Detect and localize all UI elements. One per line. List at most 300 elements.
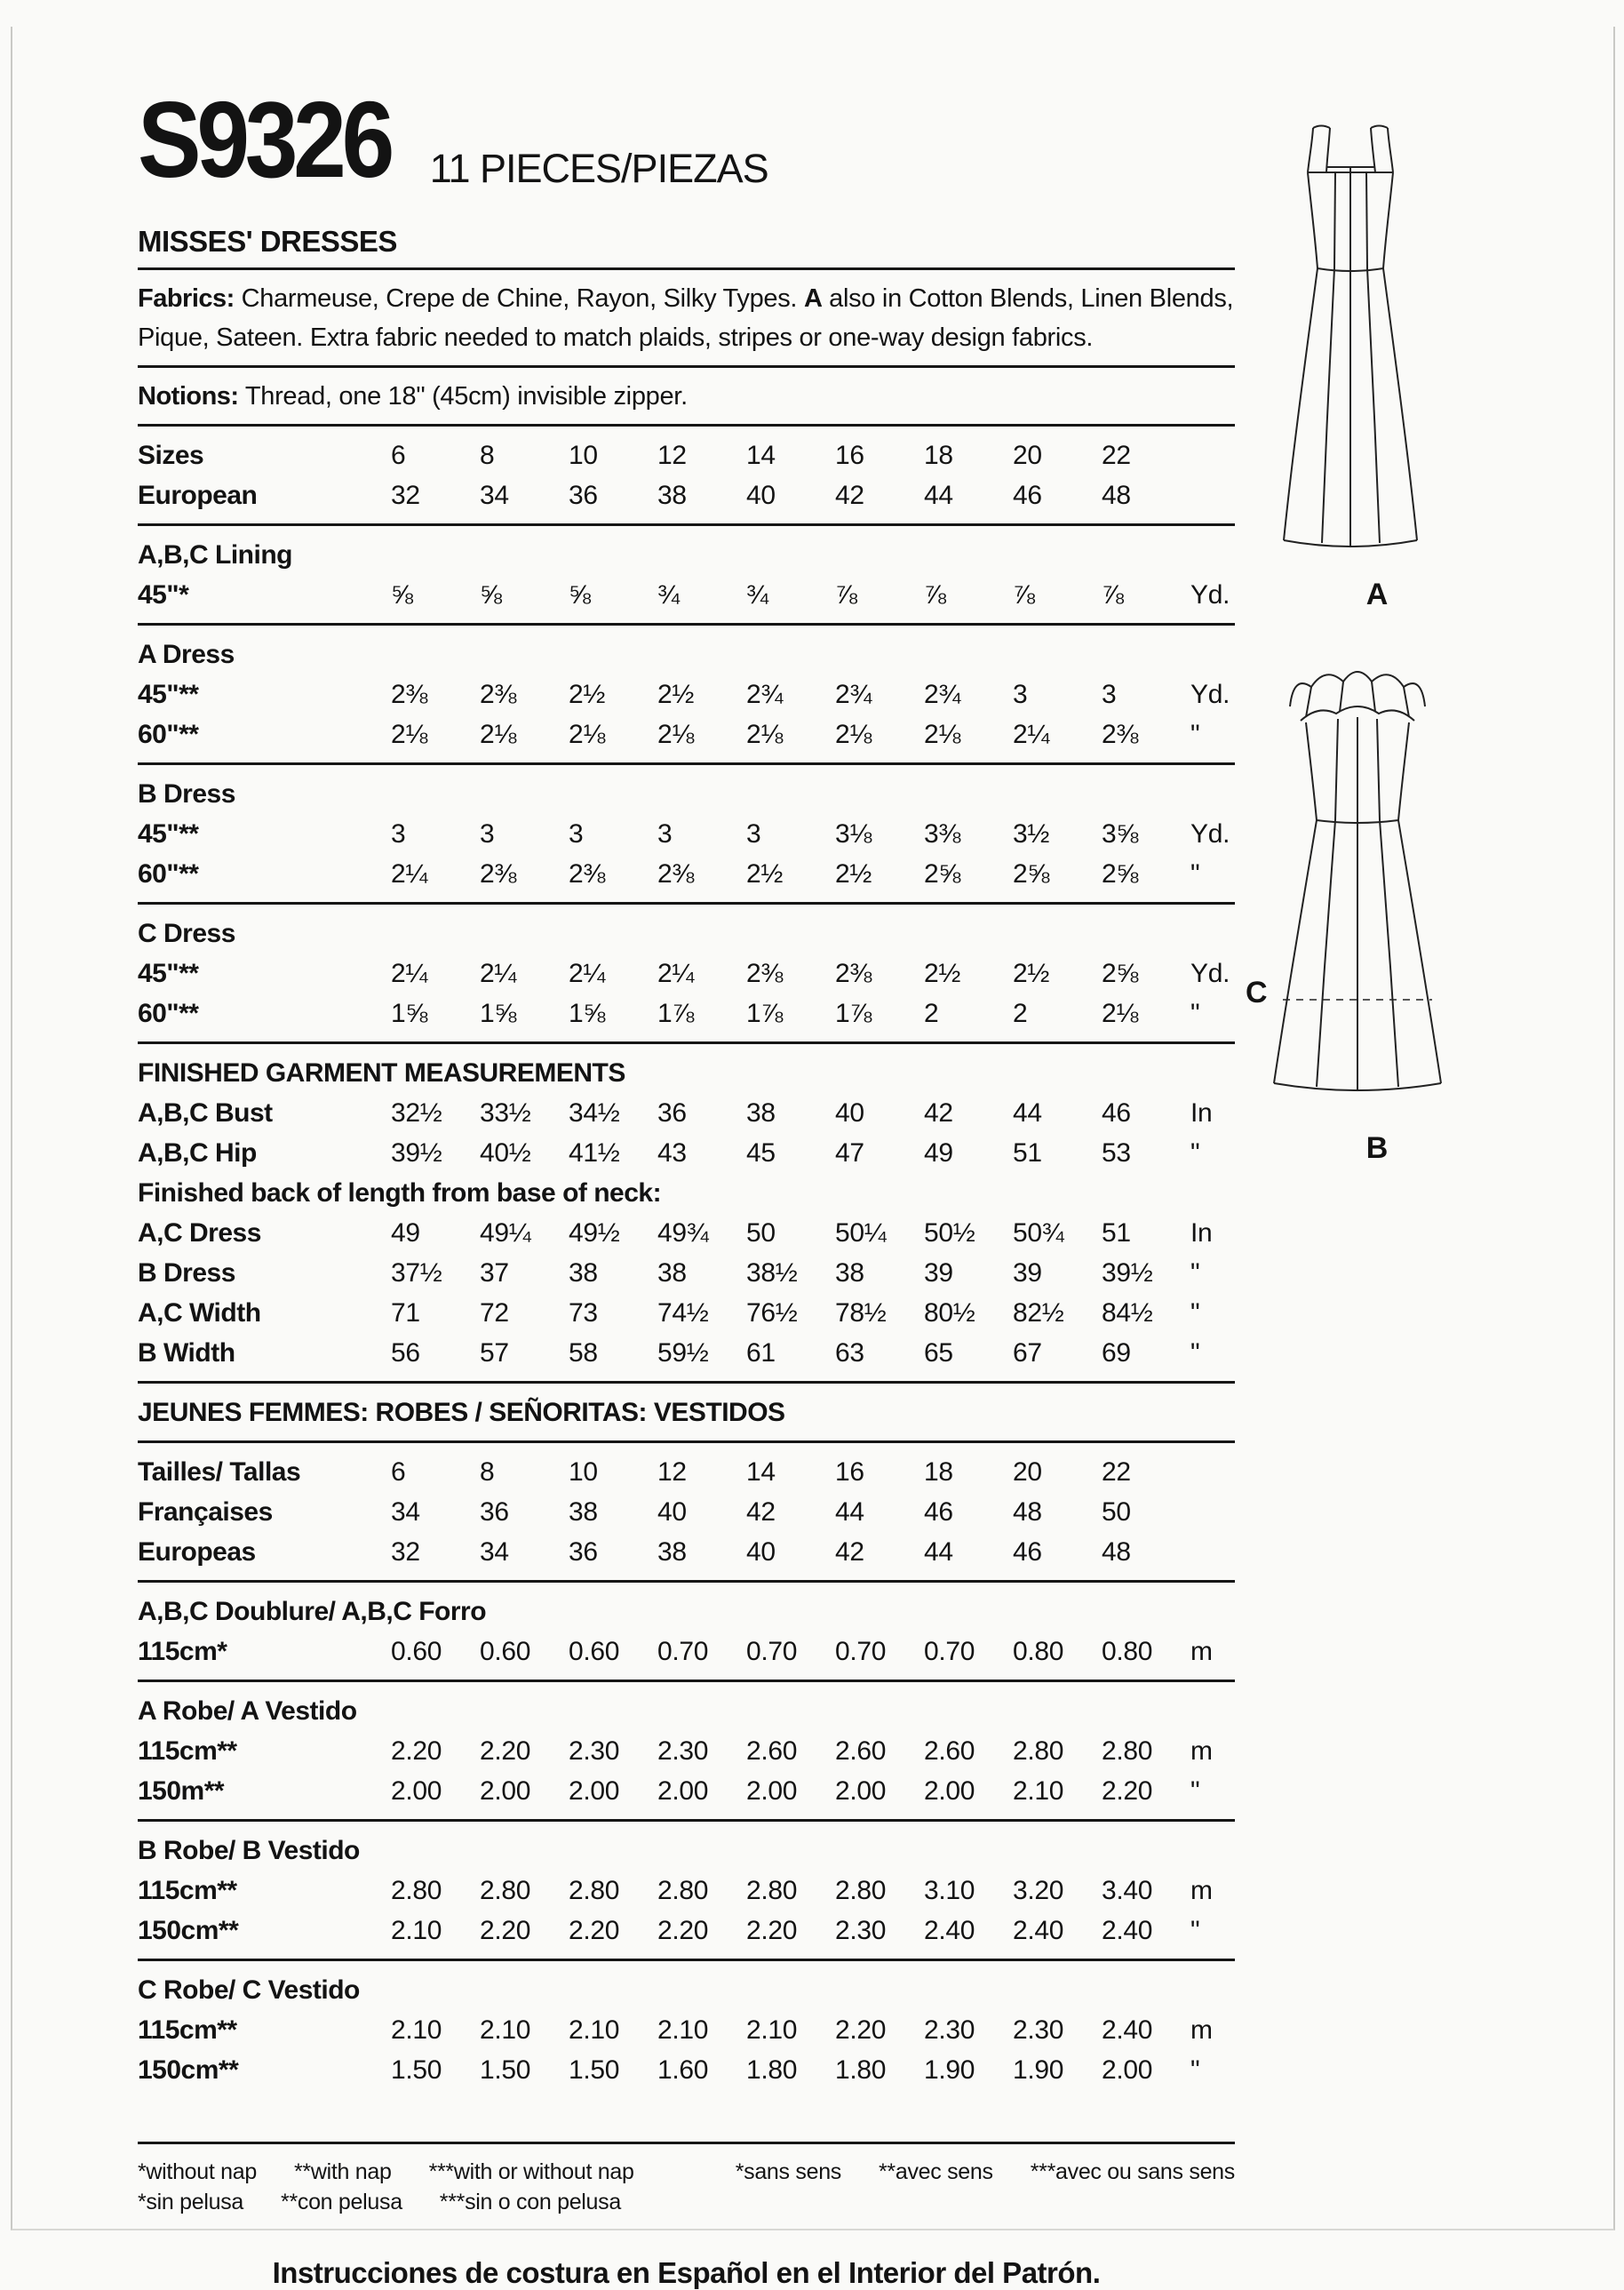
table-cell: 2¾: [924, 680, 961, 709]
table-cell: 2.40: [1013, 1916, 1064, 1945]
table-cell: 2⅝: [1013, 859, 1050, 889]
table-cell: 48: [1102, 481, 1131, 510]
table-cell: 2⅛: [924, 720, 961, 749]
table-cell: 1⅝: [391, 999, 428, 1028]
row-label: Europeas: [138, 1537, 256, 1567]
table-cell: 16: [835, 441, 864, 470]
row-label: A,B,C Hip: [138, 1138, 257, 1168]
table-cell: 3.20: [1013, 1876, 1064, 1905]
table-cell: 2.80: [569, 1876, 620, 1905]
table-cell: 2.30: [1013, 2015, 1064, 2045]
divider: [138, 1819, 1235, 1822]
table-row: [138, 475, 1235, 515]
table-row: [138, 714, 1235, 754]
table-cell: 2½: [569, 680, 606, 709]
table-row: [138, 575, 1235, 615]
table-cell: 39½: [391, 1138, 442, 1168]
table-cell: 2⅜: [746, 959, 784, 988]
table-cell: 2¼: [569, 959, 606, 988]
unit-cell: [1190, 435, 1235, 475]
table-row: [138, 1632, 1235, 1672]
table-cell: 6: [391, 441, 406, 470]
table-cell: 38: [835, 1258, 864, 1288]
table-cell: 2.20: [835, 2015, 887, 2045]
table-cell: 56: [391, 1338, 420, 1368]
table-cell: ⅝: [569, 580, 591, 610]
table-cell: 2.40: [924, 1916, 975, 1945]
table-cell: 40½: [480, 1138, 531, 1168]
table-cell: 2⅝: [1102, 959, 1139, 988]
unit-cell: m: [1190, 2015, 1213, 2045]
table-cell: 32: [391, 481, 420, 510]
table-cell: 2⅛: [1102, 999, 1139, 1028]
pattern-number: S9326: [138, 79, 391, 200]
table-cell: 2.60: [924, 1736, 975, 1766]
fabrics-text: Fabrics: Charmeuse, Crepe de Chine, Rayon, Silky Types. A also in Cotton Blends, Linen Blends, Pique, Sateen. Extra fabric needed to match plaids, stripes or one-way design fabrics.: [138, 284, 1234, 352]
unit-cell: Yd.: [1190, 680, 1230, 709]
table-cell: 44: [835, 1497, 864, 1527]
table-cell: 63: [835, 1338, 864, 1368]
intro: [138, 279, 1235, 427]
unit-cell: m: [1190, 1736, 1213, 1766]
unit-cell: ": [1190, 1338, 1200, 1368]
table-row: [138, 1133, 1235, 1173]
table-cell: 2⅛: [480, 720, 517, 749]
table-cell: 3⅝: [1102, 819, 1139, 849]
table-cell: 8: [480, 441, 495, 470]
spanish-instructions-note: Instrucciones de costura en Español en el Interior del Patrón.: [272, 2256, 1101, 2289]
table-cell: 0.60: [569, 1637, 620, 1666]
table-cell: 1⅞: [835, 999, 872, 1028]
row-label: B Dress: [138, 1258, 235, 1288]
table-cell: 2⅛: [569, 720, 606, 749]
table-cell: 20: [1013, 441, 1042, 470]
table-cell: 2⅜: [657, 859, 695, 889]
table-cell: 3: [657, 819, 673, 849]
row-label: B Width: [138, 1338, 235, 1368]
table-cell: 1⅞: [657, 999, 695, 1028]
table-row: [138, 1253, 1235, 1293]
row-label: 150cm**: [138, 2055, 239, 2085]
table-cell: 2.40: [1102, 2015, 1153, 2045]
table-cell: 2½: [924, 959, 961, 988]
row-label: 115cm**: [138, 2015, 237, 2045]
table-cell: 2.30: [569, 1736, 620, 1766]
table-cell: 8: [480, 1457, 495, 1487]
table-cell: 3: [746, 819, 761, 849]
table-row: [138, 854, 1235, 894]
table-cell: 2.00: [480, 1776, 531, 1806]
table-cell: 2⅛: [835, 720, 872, 749]
table-cell: 34: [480, 1537, 509, 1567]
table-cell: 0.70: [835, 1637, 887, 1666]
table-cell: 39: [924, 1258, 953, 1288]
table-cell: 42: [924, 1098, 953, 1128]
table-cell: 0.60: [391, 1637, 442, 1666]
table-cell: 2.00: [569, 1776, 620, 1806]
row-label: European: [138, 481, 258, 510]
footnote-spanish: *sin pelusa **con pelusa ***sin o con pelusa: [138, 2190, 621, 2214]
table-cell: 2¾: [746, 680, 784, 709]
table-cell: 2.20: [657, 1916, 709, 1945]
row-label: 60"**: [138, 859, 199, 889]
view-b: [1244, 651, 1510, 1166]
table-cell: 2.20: [480, 1916, 531, 1945]
unit-cell: ": [1190, 999, 1200, 1028]
table-cell: 2⅛: [657, 720, 695, 749]
table-cell: 2⅜: [480, 680, 517, 709]
dress-b-illustration: [1244, 651, 1471, 1122]
table-cell: 1⅞: [746, 999, 784, 1028]
table-row: [138, 2010, 1235, 2050]
section-heading: A,B,C Lining: [138, 540, 292, 570]
table-cell: 32: [391, 1537, 420, 1567]
table-cell: 38: [657, 481, 687, 510]
table-cell: 2⅜: [569, 859, 606, 889]
table-cell: 10: [569, 441, 598, 470]
table-cell: 2⅝: [924, 859, 961, 889]
table-cell: 2⅜: [1102, 720, 1139, 749]
table-cell: 1.50: [480, 2055, 531, 2085]
table-cell: 2½: [835, 859, 872, 889]
table-cell: 2⅛: [391, 720, 428, 749]
unit-cell: In: [1190, 1218, 1213, 1248]
unit-cell: ": [1190, 1916, 1200, 1945]
section-heading: A Dress: [138, 640, 235, 669]
table-cell: 76½: [746, 1298, 798, 1328]
table-cell: 0.80: [1102, 1637, 1153, 1666]
row-label: Tailles/ Tallas: [138, 1457, 301, 1487]
table-cell: 2½: [1013, 959, 1050, 988]
table-cell: ⅞: [1013, 580, 1035, 610]
table-cell: 34: [480, 481, 509, 510]
table-cell: 48: [1102, 1537, 1131, 1567]
table-cell: 38: [746, 1098, 776, 1128]
table-cell: 2.20: [569, 1916, 620, 1945]
unit-cell: m: [1190, 1637, 1213, 1666]
table-cell: 1.80: [746, 2055, 798, 2085]
table-cell: 3⅛: [835, 819, 872, 849]
footnotes: [138, 2157, 1235, 2217]
table-cell: 48: [1013, 1497, 1042, 1527]
table-cell: 2½: [657, 680, 695, 709]
table-cell: 53: [1102, 1138, 1131, 1168]
table-cell: 46: [924, 1497, 953, 1527]
table-cell: 2.10: [569, 2015, 620, 2045]
table-cell: ⅝: [391, 580, 413, 610]
table-cell: 61: [746, 1338, 776, 1368]
row-label: 45"**: [138, 819, 199, 849]
unit-cell: [1190, 1452, 1235, 1492]
table-cell: 2¼: [391, 859, 428, 889]
view-b-label: B: [1365, 1131, 1389, 1165]
table-cell: 2.80: [1102, 1736, 1153, 1766]
table-cell: 40: [746, 481, 776, 510]
divider: [138, 762, 1235, 765]
table-row: [138, 1213, 1235, 1253]
table-cell: 20: [1013, 1457, 1042, 1487]
table-cell: 50: [1102, 1497, 1131, 1527]
divider: [138, 1381, 1235, 1384]
table-cell: 38: [657, 1258, 687, 1288]
divider: [138, 1580, 1235, 1583]
row-label: 60"**: [138, 720, 199, 749]
table-cell: 84½: [1102, 1298, 1153, 1328]
row-label: A,C Width: [138, 1298, 261, 1328]
table-cell: 3⅜: [924, 819, 961, 849]
table-cell: 67: [1013, 1338, 1042, 1368]
footnote-english: *without nap **with nap ***with or without nap: [138, 2159, 634, 2184]
table-cell: 3.10: [924, 1876, 975, 1905]
table-cell: 50¼: [835, 1218, 887, 1248]
table-cell: 49: [924, 1138, 953, 1168]
row-label: 45"**: [138, 680, 199, 709]
section-heading: A,B,C Doublure/ A,B,C Forro: [138, 1597, 487, 1626]
table-cell: 0.60: [480, 1637, 531, 1666]
table-cell: 49: [391, 1218, 420, 1248]
row-label: 150cm**: [138, 1916, 239, 1945]
divider: [138, 1041, 1235, 1044]
table-cell: 12: [657, 441, 687, 470]
table-cell: 50¾: [1013, 1218, 1064, 1248]
table-cell: 50½: [924, 1218, 975, 1248]
section-heading: B Dress: [138, 779, 235, 809]
table-cell: 2: [1013, 999, 1028, 1028]
table-cell: 47: [835, 1138, 864, 1168]
table-cell: 2.80: [657, 1876, 709, 1905]
dress-a-illustration: [1244, 116, 1457, 569]
table-cell: 2.80: [391, 1876, 442, 1905]
divider: [138, 365, 1235, 368]
table-cell: 46: [1102, 1098, 1131, 1128]
table-cell: 59½: [657, 1338, 709, 1368]
header: [138, 79, 1235, 200]
table-cell: 37½: [391, 1258, 442, 1288]
table-cell: 42: [746, 1497, 776, 1527]
section-heading: C Robe/ C Vestido: [138, 1975, 360, 2005]
table-row: [138, 1293, 1235, 1333]
table-cell: 2.80: [746, 1876, 798, 1905]
table-cell: 12: [657, 1457, 687, 1487]
unit-cell: Yd.: [1190, 819, 1230, 849]
table-cell: 2.30: [924, 2015, 975, 2045]
table-cell: 33½: [480, 1098, 531, 1128]
table-cell: 2⅛: [746, 720, 784, 749]
table-cell: 51: [1013, 1138, 1042, 1168]
section-heading: Finished back of length from base of neck:: [138, 1178, 662, 1208]
table-row: [138, 993, 1235, 1033]
table-cell: ⅞: [835, 580, 857, 610]
table-cell: 58: [569, 1338, 598, 1368]
table-cell: 2.20: [746, 1916, 798, 1945]
divider: [138, 523, 1235, 526]
table-row: [138, 814, 1235, 854]
table-cell: 0.80: [1013, 1637, 1064, 1666]
row-label: 115cm**: [138, 1736, 237, 1766]
table-row: [138, 1333, 1235, 1373]
table-cell: 36: [569, 1537, 598, 1567]
unit-cell: ": [1190, 720, 1200, 749]
table-row: [138, 674, 1235, 714]
table-cell: 46: [1013, 1537, 1042, 1567]
table-cell: 1.90: [1013, 2055, 1064, 2085]
unit-cell: ": [1190, 1138, 1200, 1168]
view-c-label: C: [1246, 976, 1268, 1009]
table-cell: 1.90: [924, 2055, 975, 2085]
table-cell: 65: [924, 1338, 953, 1368]
pattern-sheet: [138, 79, 1235, 2290]
divider: [138, 2142, 1235, 2144]
section-heading: B Robe/ B Vestido: [138, 1836, 360, 1865]
table-cell: 2.80: [835, 1876, 887, 1905]
table-cell: 40: [657, 1497, 687, 1527]
unit-cell: Yd.: [1190, 580, 1230, 610]
row-label: A,C Dress: [138, 1218, 261, 1248]
row-label: A,B,C Bust: [138, 1098, 273, 1128]
table-cell: 49½: [569, 1218, 620, 1248]
table-cell: 1⅝: [569, 999, 606, 1028]
table-cell: 36: [480, 1497, 509, 1527]
table-cell: 1.50: [391, 2055, 442, 2085]
table-cell: 49¼: [480, 1218, 531, 1248]
table-cell: ¾: [657, 580, 680, 610]
section-heading: FINISHED GARMENT MEASUREMENTS: [138, 1058, 625, 1088]
unit-cell: ": [1190, 1776, 1200, 1806]
table-cell: 2.00: [391, 1776, 442, 1806]
table-cell: 6: [391, 1457, 406, 1487]
table-cell: 1⅝: [480, 999, 517, 1028]
divider: [138, 623, 1235, 626]
table-cell: 22: [1102, 441, 1131, 470]
table-cell: ⅞: [924, 580, 946, 610]
table-cell: 2.20: [391, 1736, 442, 1766]
unit-cell: ": [1190, 1258, 1200, 1288]
table-cell: 3: [480, 819, 495, 849]
table-cell: 16: [835, 1457, 864, 1487]
table-row: [138, 1492, 1235, 1532]
footnote-french: *sans sens **avec sens ***avec ou sans sens: [735, 2159, 1235, 2184]
table-cell: 43: [657, 1138, 687, 1168]
table-cell: 3: [391, 819, 406, 849]
table-cell: 14: [746, 1457, 776, 1487]
table-cell: 44: [924, 1537, 953, 1567]
table-cell: 40: [835, 1098, 864, 1128]
table-cell: 46: [1013, 481, 1042, 510]
view-a-label: A: [1365, 578, 1389, 611]
row-label: 45"**: [138, 959, 199, 988]
table-cell: 2.10: [391, 2015, 442, 2045]
table-row: [138, 2050, 1235, 2090]
table-row: [138, 1731, 1235, 1771]
table-cell: ⅞: [1102, 580, 1124, 610]
table-cell: 2.30: [657, 1736, 709, 1766]
table-cell: 2¼: [480, 959, 517, 988]
table-cell: 42: [835, 481, 864, 510]
table-cell: 2⅜: [835, 959, 872, 988]
table-cell: 2⅝: [1102, 859, 1139, 889]
table-cell: 78½: [835, 1298, 887, 1328]
table-row: [138, 1093, 1235, 1133]
table-cell: 38: [569, 1497, 598, 1527]
table-cell: 39: [1013, 1258, 1042, 1288]
table-cell: 36: [657, 1098, 687, 1128]
table-cell: 14: [746, 441, 776, 470]
table-row: [138, 1452, 1235, 1492]
table-cell: 80½: [924, 1298, 975, 1328]
table-cell: 2¼: [1013, 720, 1050, 749]
pieces-count: 11 PIECES/PIEZAS: [429, 146, 768, 191]
table-cell: 2.80: [1013, 1736, 1064, 1766]
table-row: [138, 1871, 1235, 1911]
garment-views: [1244, 116, 1510, 1166]
table-cell: 1.60: [657, 2055, 709, 2085]
table-cell: 71: [391, 1298, 420, 1328]
row-label: 45"*: [138, 580, 189, 610]
page-title: MISSES' DRESSES: [138, 225, 397, 258]
table-cell: 37: [480, 1258, 509, 1288]
table-cell: 2.10: [1013, 1776, 1064, 1806]
table-cell: 44: [924, 481, 953, 510]
divider: [138, 1680, 1235, 1682]
table-row: [138, 1771, 1235, 1811]
table-cell: 2¼: [391, 959, 428, 988]
fabrics-label: Fabrics:: [138, 284, 235, 313]
table-cell: 18: [924, 1457, 953, 1487]
table-cell: 38: [657, 1537, 687, 1567]
table-cell: 3: [569, 819, 584, 849]
table-cell: 2: [924, 999, 939, 1028]
table-cell: 18: [924, 441, 953, 470]
divider: [138, 1440, 1235, 1443]
table-cell: 2.30: [835, 1916, 887, 1945]
table-cell: 1.80: [835, 2055, 887, 2085]
table-cell: 0.70: [657, 1637, 709, 1666]
table-cell: 2.40: [1102, 1916, 1153, 1945]
table-cell: 41½: [569, 1138, 620, 1168]
table-row: [138, 1532, 1235, 1572]
row-label: 60"**: [138, 999, 199, 1028]
table-cell: 74½: [657, 1298, 709, 1328]
table-cell: 2.00: [924, 1776, 975, 1806]
table-cell: 36: [569, 481, 598, 510]
table-cell: 72: [480, 1298, 509, 1328]
unit-cell: [1190, 475, 1235, 515]
divider: [138, 902, 1235, 905]
table-cell: 57: [480, 1338, 509, 1368]
divider: [138, 424, 1235, 427]
table-cell: 0.70: [924, 1637, 975, 1666]
table-cell: 45: [746, 1138, 776, 1168]
table-cell: 22: [1102, 1457, 1131, 1487]
section-heading: C Dress: [138, 919, 235, 948]
table-cell: 3½: [1013, 819, 1050, 849]
row-label: Sizes: [138, 441, 204, 470]
unit-cell: In: [1190, 1098, 1213, 1128]
table-cell: 2¼: [657, 959, 695, 988]
unit-cell: ": [1190, 859, 1200, 889]
table-cell: 2.20: [480, 1736, 531, 1766]
unit-cell: [1190, 1492, 1235, 1532]
table-cell: 1.50: [569, 2055, 620, 2085]
notions-label: Notions:: [138, 382, 239, 411]
table-cell: 51: [1102, 1218, 1131, 1248]
table-cell: 2.10: [746, 2015, 798, 2045]
view-a: [1244, 116, 1510, 612]
section-heading: A Robe/ A Vestido: [138, 1696, 357, 1726]
table-cell: 2.00: [835, 1776, 887, 1806]
unit-cell: ": [1190, 1298, 1200, 1328]
section-heading: JEUNES FEMMES: ROBES / SEÑORITAS: VESTIDOS: [138, 1398, 785, 1427]
